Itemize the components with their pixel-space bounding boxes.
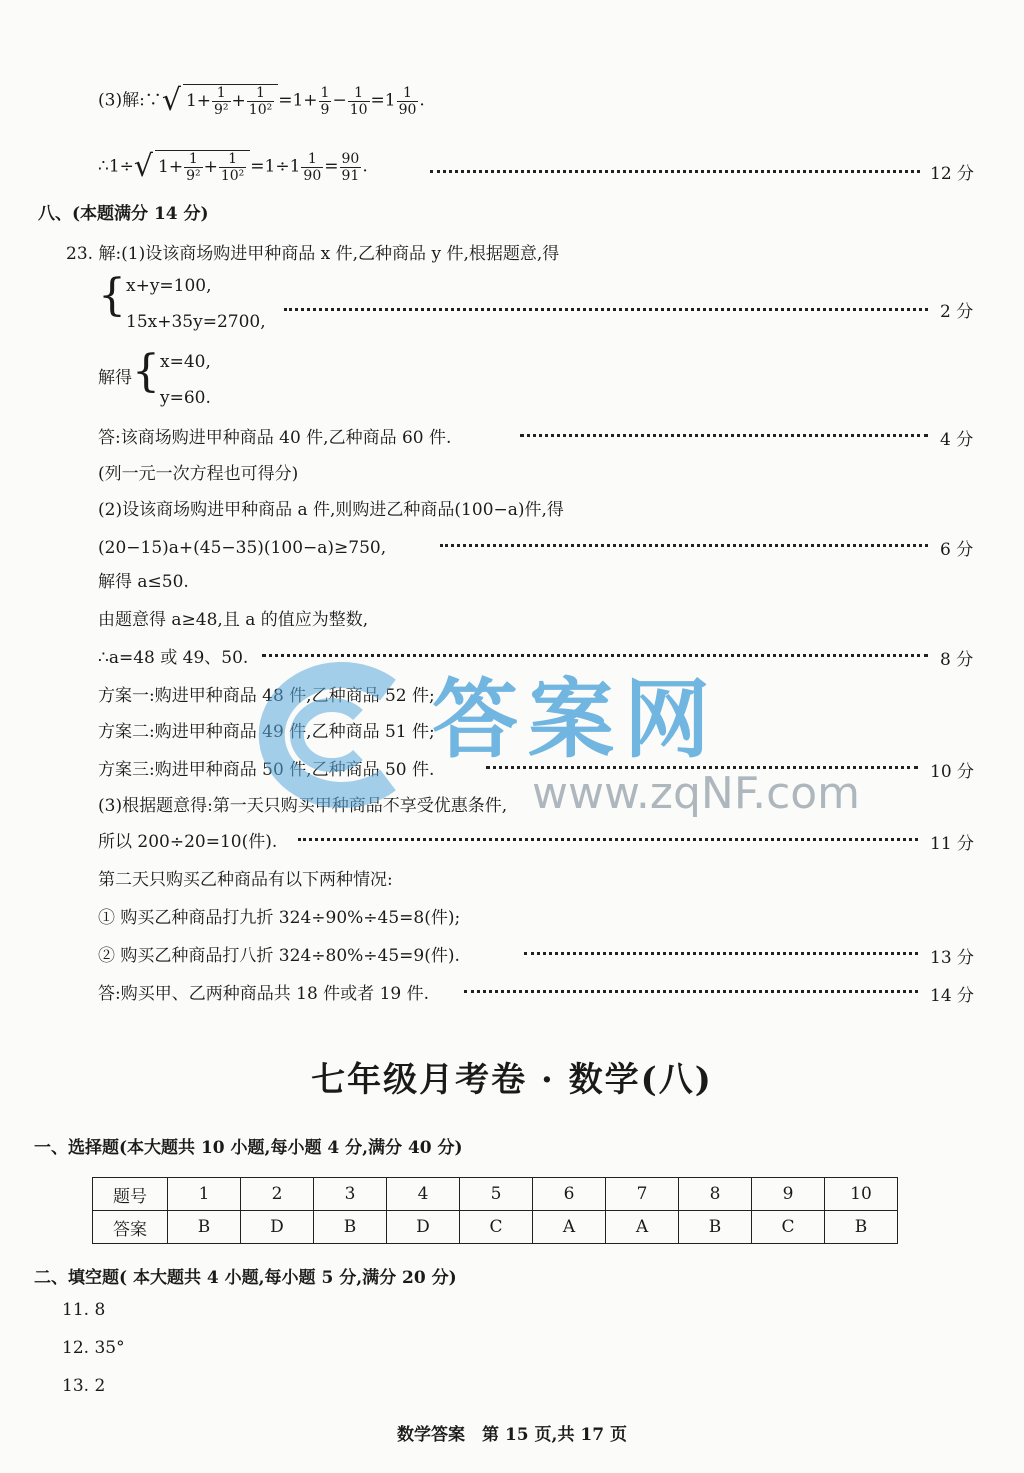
watermark <box>432 650 861 819</box>
score-8: 8 分 <box>940 650 974 670</box>
score-13: 13 分 <box>930 948 975 968</box>
table-cell: B <box>168 1211 241 1244</box>
table-cell: 5 <box>460 1178 533 1211</box>
table-cell: D <box>241 1211 314 1244</box>
table-cell: 6 <box>533 1178 606 1211</box>
sol1: x=40, <box>160 352 211 372</box>
left-brace-icon: { <box>132 346 160 397</box>
fill-item-12: 12. 35° <box>62 1338 125 1358</box>
table-cell: 4 <box>387 1178 460 1211</box>
table-cell: B <box>314 1211 387 1244</box>
sqrt-expr: 1+ $\frac{1}{\text{9²}}$ + $\frac{1}{\text{10²}}$ <box>183 84 278 118</box>
plan-3: 方案三:购进甲种商品 50 件,乙种商品 50 件. <box>98 760 435 780</box>
sol2: y=60. <box>160 388 211 408</box>
table-cell: 1 <box>168 1178 241 1211</box>
table-cell: B <box>679 1211 752 1244</box>
part2-solve: 解得 a≤50. <box>98 572 189 592</box>
section1-heading: 一、选择题(本大题共 10 小题,每小题 4 分,满分 40 分) <box>34 1138 463 1158</box>
table-cell: 8 <box>679 1178 752 1211</box>
note: (列一元一次方程也可得分) <box>98 464 299 484</box>
eq1: x+y=100, <box>126 276 212 296</box>
case-2: ② 购买乙种商品打八折 324÷80%÷45=9(件). <box>98 946 460 966</box>
q22-line2-tail: =1÷1 <box>250 156 301 177</box>
table-cell: 9 <box>752 1178 825 1211</box>
q22-part3-label: (3)解:∵ <box>98 90 162 111</box>
table-header-number: 题号 <box>93 1178 168 1211</box>
part3-second-day: 第二天只购买乙种商品有以下两种情况: <box>98 870 393 890</box>
dot-leader <box>430 168 920 173</box>
solve-label: 解得 <box>98 368 132 388</box>
final-answer: 答:购买甲、乙两种商品共 18 件或者 19 件. <box>98 984 430 1004</box>
exam-title: 七年级月考卷 · 数学(八) <box>311 1060 713 1100</box>
table-cell: 7 <box>606 1178 679 1211</box>
score-10: 10 分 <box>930 762 975 782</box>
table-cell: 10 <box>825 1178 898 1211</box>
left-brace-icon: { <box>98 270 126 321</box>
watermark-url: www.zqNF.com <box>532 768 861 819</box>
section8-heading: 八、(本题满分 14 分) <box>38 204 209 224</box>
equation-system <box>98 270 266 334</box>
q22-part3-line2: ∴1÷√ 1+ $\frac{1}{\text{9²}}$ + $\frac{1}{\text{10²}}$ =1÷1 $\frac{1}{90}$ = $\frac{90}{91}$ . <box>98 149 368 184</box>
score-11: 11 分 <box>930 834 975 854</box>
watermark-cn: 答案网 <box>432 670 720 770</box>
dot-leader <box>520 432 928 437</box>
part2-condition: 由题意得 a≥48,且 a 的值应为整数, <box>98 610 369 630</box>
score-4: 4 分 <box>940 430 974 450</box>
sqrt-expr: 1+ $\frac{1}{\text{9²}}$ + $\frac{1}{\text{10²}}$ <box>155 150 250 184</box>
score-12: 12 分 <box>930 164 975 184</box>
score-2: 2 分 <box>940 302 974 322</box>
table-cell: C <box>460 1211 533 1244</box>
part3-intro: (3)根据题意得:第一天只购买甲种商品不享受优惠条件, <box>98 796 508 816</box>
solution-system <box>98 346 211 410</box>
case-1: ① 购买乙种商品打九折 324÷90%÷45=8(件); <box>98 908 461 928</box>
table-cell: C <box>752 1211 825 1244</box>
plan-2: 方案二:购进甲种商品 49 件,乙种商品 51 件; <box>98 722 435 742</box>
dot-leader <box>524 950 918 955</box>
plan-1: 方案一:购进甲种商品 48 件,乙种商品 52 件; <box>98 686 435 706</box>
table-header-answer: 答案 <box>93 1211 168 1244</box>
table-cell: 3 <box>314 1178 387 1211</box>
fill-item-13: 13. 2 <box>62 1376 106 1396</box>
table-row-numbers <box>93 1178 898 1211</box>
answer-table <box>92 1177 898 1244</box>
q23-intro: 23. 解:(1)设该商场购进甲种商品 x 件,乙种商品 y 件,根据题意,得 <box>66 244 560 264</box>
table-cell: D <box>387 1211 460 1244</box>
table-cell: A <box>533 1211 606 1244</box>
score-6: 6 分 <box>940 540 974 560</box>
page-footer: 数学答案 第 15 页,共 17 页 <box>397 1425 627 1445</box>
dot-leader <box>440 542 928 547</box>
eq2: 15x+35y=2700, <box>126 312 266 332</box>
fill-item-11: 11. 8 <box>62 1300 106 1320</box>
answer-1: 答:该商场购进甲种商品 40 件,乙种商品 60 件. <box>98 428 452 448</box>
sqrt-sign: √ <box>133 149 154 184</box>
table-row-answers <box>93 1211 898 1244</box>
part2-intro: (2)设该商场购进甲种商品 a 件,则购进乙种商品(100−a)件,得 <box>98 500 564 520</box>
table-cell: B <box>825 1211 898 1244</box>
dot-leader <box>464 988 918 993</box>
dot-leader <box>298 836 918 841</box>
q22-line2-prefix: ∴1÷ <box>98 156 134 177</box>
part3-calc: 所以 200÷20=10(件). <box>98 832 278 852</box>
sqrt-sign: √ <box>161 83 181 118</box>
part2-inequality: (20−15)a+(45−35)(100−a)≥750, <box>98 538 387 558</box>
score-14: 14 分 <box>930 986 975 1006</box>
part2-result: ∴a=48 或 49、50. <box>98 648 249 668</box>
q22-line1-tail: =1+ <box>278 90 318 111</box>
dot-leader <box>284 306 928 311</box>
table-cell: 2 <box>241 1178 314 1211</box>
watermark-logo-icon <box>238 660 438 810</box>
q22-part3-line1: (3)解:∵√ 1+ $\frac{1}{\text{9²}}$ + $\frac{1}{\text{10²}}$ =1+ $\frac{1}{9}$ − $\frac{1}{10}$ =1 $\frac{1}{90}$ . <box>98 83 425 118</box>
section2-heading: 二、填空题( 本大题共 4 小题,每小题 5 分,满分 20 分) <box>34 1268 457 1288</box>
table-cell: A <box>606 1211 679 1244</box>
